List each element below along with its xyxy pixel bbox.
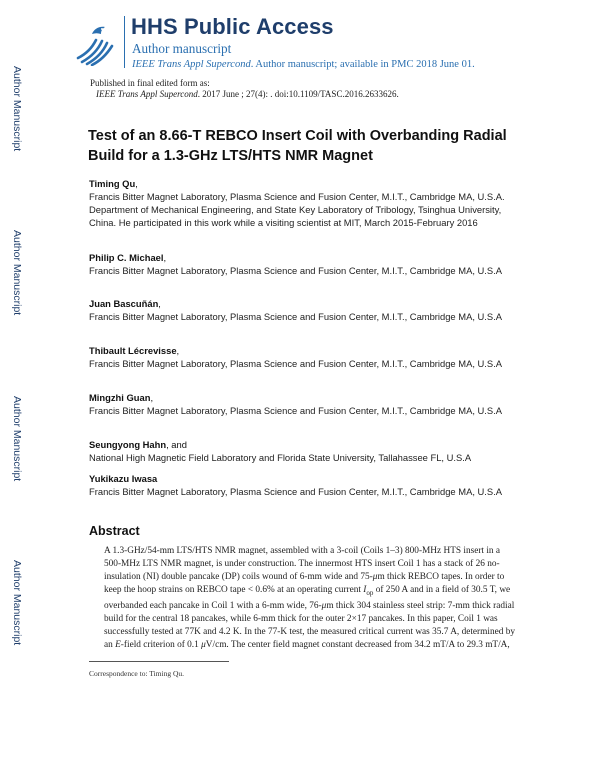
publication-citation <box>96 89 399 99</box>
header-divider <box>124 16 125 68</box>
author-name: Philip C. Michael, <box>89 252 167 263</box>
author-affiliation: Francis Bitter Magnet Laboratory, Plasma Science and Fusion Center, M.I.T., Cambridge MA, U.S.A <box>89 358 503 369</box>
author-affiliation: Francis Bitter Magnet Laboratory, Plasma Science and Fusion Center, M.I.T., Cambridge MA, U.S.A <box>89 311 503 322</box>
author-affiliation: Francis Bitter Magnet Laboratory, Plasma Science and Fusion Center, M.I.T., Cambridge MA, U.S.A. Department of Mechanical Engineering, and State Key Laboratory of Tribology, Tsinghua University, China. He participated in this work while a visiting scientist at MIT, March 2015-February 2016 <box>89 191 505 228</box>
author-entry <box>89 472 509 498</box>
hhs-eagle-logo-icon <box>72 20 118 66</box>
abstract-text: A 1.3-GHz/54-mm LTS/HTS NMR magnet, assembled with a 3-coil (Coils 1–3) 800-MHz HTS insert in a 500-MHz LTS NMR magnet, is under construction. The innermost HTS insert Coil 1 has a stack of 26 no-insulation (NI) double pancake (DP) coils wound of 6-mm wide and 75-μm thick REBCO tapes. In order to keep the hoop strains on REBCO tape < 0.6% at an operating current $I_{op}$ of 250 A and in a field of 30.5 T, we overbanded each pancake in Coil 1 with a 6-mm wide, 76-μm thick 304 stainless steel strip: 7-mm thick radial build for the central 18 pancakes, while 6-mm thick for the outer 2×17 pancakes. In this paper, Coil 1 was successfully tested at 77K and 4.2 K. In the 77-K test, the measured critical current was 35.7 A, determined by an E-field criterion of 0.1 μV/cm. The center field magnet constant decreased from 34.2 mT/A to 29.3 mT/A, <box>104 546 516 650</box>
author-entry <box>89 177 509 229</box>
correspondence-footnote: Correspondence to: Timing Qu. <box>89 669 184 678</box>
author-name: Thibault Lécrevisse, <box>89 345 180 356</box>
footnote-divider <box>89 661 229 662</box>
sidebar-author-manuscript-4: Author Manuscript <box>11 560 23 646</box>
author-entry <box>89 344 509 370</box>
author-name: Mingzhi Guan, <box>89 392 154 403</box>
author-name: Yukikazu Iwasa <box>89 473 158 484</box>
published-label: Published in final edited form as: <box>90 78 210 88</box>
hhs-public-access-title: HHS Public Access <box>131 14 334 39</box>
author-affiliation: Francis Bitter Magnet Laboratory, Plasma Science and Fusion Center, M.I.T., Cambridge MA, U.S.A <box>89 405 503 416</box>
author-entry <box>89 297 509 323</box>
author-affiliation: Francis Bitter Magnet Laboratory, Plasma Science and Fusion Center, M.I.T., Cambridge MA, U.S.A <box>89 265 503 276</box>
sidebar-author-manuscript-3: Author Manuscript <box>11 396 23 482</box>
publication-journal: IEEE Trans Appl Supercond <box>96 89 198 99</box>
author-name: Seungyong Hahn, and <box>89 439 187 450</box>
author-manuscript-label: Author manuscript <box>132 41 232 56</box>
abstract-heading: Abstract <box>89 524 140 538</box>
author-entry <box>89 391 509 417</box>
author-affiliation: Francis Bitter Magnet Laboratory, Plasma Science and Fusion Center, M.I.T., Cambridge MA, U.S.A <box>89 486 503 497</box>
journal-availability-line <box>132 59 475 70</box>
publication-details: . 2017 June ; 27(4): . doi:10.1109/TASC.2016.2633626. <box>197 89 399 99</box>
author-affiliation: National High Magnetic Field Laboratory and Florida State University, Tallahassee FL, U.S.A <box>89 452 472 463</box>
sidebar-author-manuscript-2: Author Manuscript <box>11 230 23 316</box>
author-entry <box>89 251 509 277</box>
author-name: Juan Bascuñán, <box>89 298 161 309</box>
availability-text: . Author manuscript; available in PMC 2018 June 01. <box>250 59 475 70</box>
author-name: Timing Qu, <box>89 178 138 189</box>
author-entry <box>89 438 509 464</box>
paper-title: Test of an 8.66-T REBCO Insert Coil with Overbanding Radial Build for a 1.3-GHz LTS/HTS NMR Magnet <box>88 128 507 164</box>
journal-name: IEEE Trans Appl Supercond <box>132 59 251 70</box>
sidebar-author-manuscript-1: Author Manuscript <box>11 66 23 152</box>
